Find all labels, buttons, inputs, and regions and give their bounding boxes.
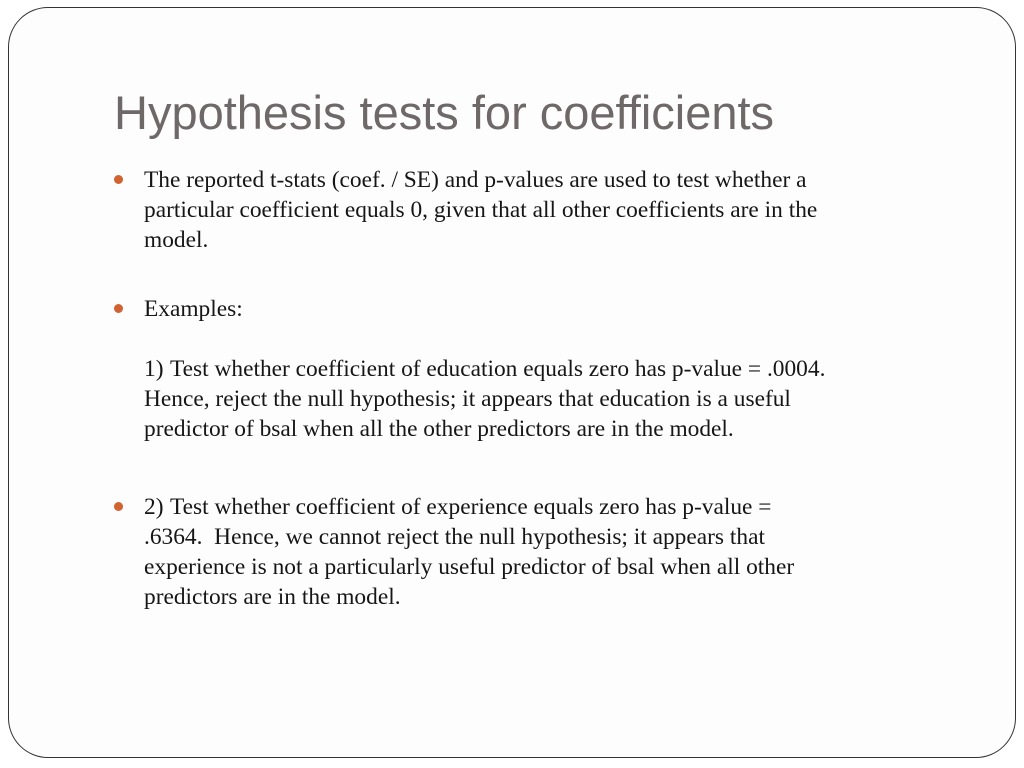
slide-title: Hypothesis tests for coefficients: [114, 86, 775, 139]
bullet-marker-2: [114, 304, 124, 314]
bullet-3-text: [144, 492, 984, 612]
bullet-2-heading: [144, 294, 984, 324]
bullet-dot: [114, 175, 123, 184]
item-number-2: 2): [144, 494, 164, 520]
bullet-2-line-1-text: Test whether coefficient of education equals zero has p-value = .0004.: [170, 356, 826, 382]
examples-heading: Examples:: [144, 296, 243, 322]
bullet-marker-1: [114, 175, 124, 185]
bullet-2-text: [144, 354, 984, 444]
bullet-3-line-4: predictors are in the model.: [144, 584, 401, 610]
item-number-1: 1): [144, 356, 164, 382]
bullet-marker-3: [114, 502, 124, 512]
bullet-3-line-1: [144, 492, 984, 522]
bullet-dot: [114, 502, 123, 511]
bullet-2-line-3: predictor of bsal when all the other predictors are in the model.: [144, 416, 734, 442]
bullet-3-line-2: .6364. Hence, we cannot reject the null hypothesis; it appears that: [144, 524, 765, 550]
bullet-3-line-3: experience is not a particularly useful predictor of bsal when all other: [144, 554, 795, 580]
bullet-dot: [114, 304, 123, 313]
bullet-1-text: [144, 165, 984, 255]
bullet-1-line-3: model.: [144, 227, 209, 253]
bullet-2-line-2: Hence, reject the null hypothesis; it appears that education is a useful: [144, 386, 791, 412]
bullet-1-line-2: particular coefficient equals 0, given that all other coefficients are in the: [144, 197, 818, 223]
bullet-1-line-1: The reported t-stats (coef. / SE) and p-values are used to test whether a: [144, 167, 807, 193]
bullet-2-line-1: [144, 354, 984, 384]
bullet-3-line-1-text: Test whether coefficient of experience equals zero has p-value =: [170, 494, 772, 520]
